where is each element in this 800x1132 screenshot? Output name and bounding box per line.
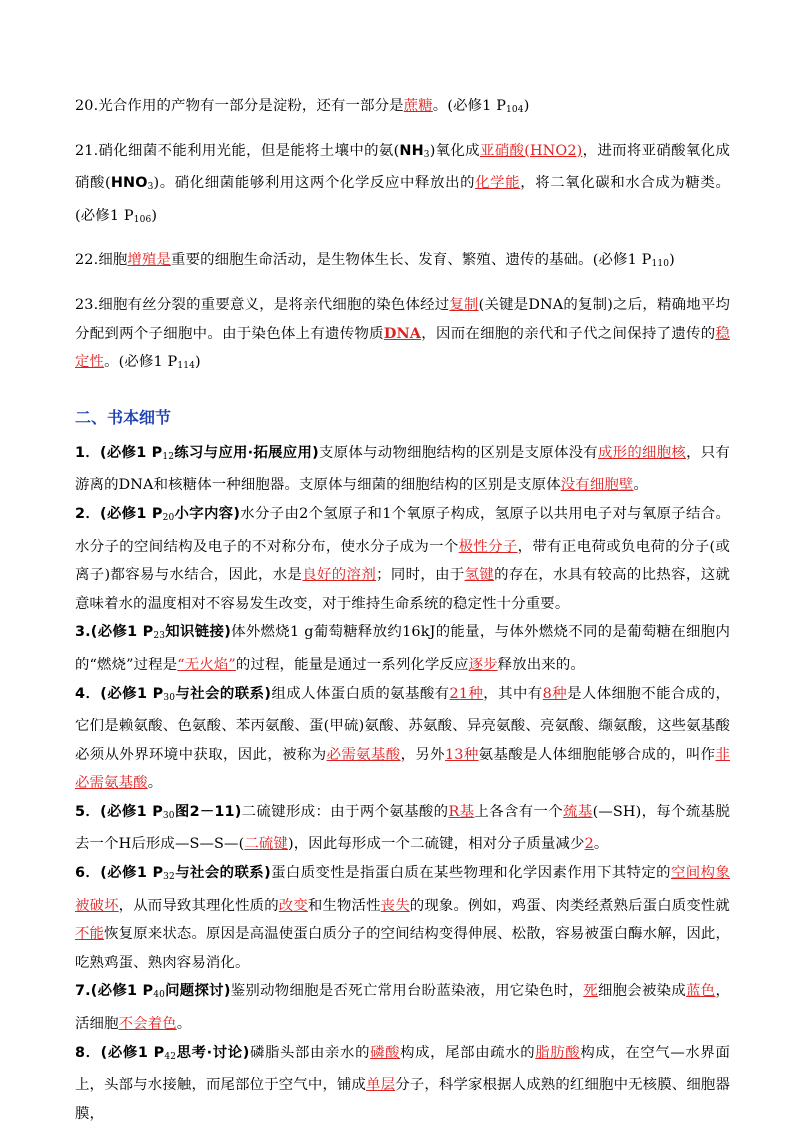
answer-fill: 极性分子 [458, 538, 518, 555]
answer-fill: 蔗糖 [403, 98, 433, 114]
reference-label: 6．(必修1 P [75, 865, 164, 882]
text-run: ，其中有 [483, 685, 543, 702]
answer-fill: DNA [383, 324, 422, 342]
text-run: 。 [176, 1016, 192, 1033]
text-run: 水分子由2个氢原子和1个氧原子构成，氢原子以共用电子对与氧原子结合。水分子的空间结构及电子的不对称分布，使水分子成为一个 [75, 505, 730, 555]
reference-label: 3.(必修1 P [75, 624, 154, 641]
text-run: 的过程，能量是通过一系列化学反应 [235, 656, 469, 673]
text-run: ；同时，由于 [376, 567, 465, 584]
answer-fill: R基 [448, 803, 475, 820]
page-subscript: 32 [163, 872, 175, 883]
reference-label: 与社会的联系) [175, 685, 272, 702]
answer-fill: 死 [583, 983, 598, 1000]
page-subscript: 30 [162, 810, 175, 821]
text-run: ，活细胞 [75, 983, 730, 1033]
answer-fill: 成形的细胞核 [598, 444, 687, 461]
text-run: ) [194, 354, 201, 371]
text-run: 。 [593, 836, 609, 853]
paragraph-p21 [75, 137, 730, 235]
answer-fill: 蓝色 [686, 983, 716, 1000]
text-run: (—SH)，每个巯基脱去一个H后形成—S—S—( [75, 803, 730, 853]
answer-fill: 稳定性 [75, 325, 730, 371]
text-run: ，只有游离的DNA和核糖体一种细胞器。支原体与细菌的细胞结构的区别是支原体 [75, 444, 730, 494]
text-run: )氧化成 [429, 142, 480, 159]
reference-label: 思考·讨论) [176, 1044, 250, 1061]
paragraph-q3 [75, 618, 730, 679]
page-subscript: 20 [162, 512, 175, 523]
answer-fill: 改变 [278, 897, 308, 914]
paragraph-p20 [75, 92, 730, 125]
text-run: 的存在，水具有较高的比热容，这就意味着水的温度相对不容易发生改变，对于维持生命系统的稳定性十分重要。 [75, 567, 730, 612]
paragraph-q5 [75, 798, 730, 859]
text-run: ) [523, 98, 530, 114]
paragraph-q6 [75, 859, 730, 977]
answer-fill: 8种 [542, 685, 568, 702]
answer-fill: 空间构象被破坏 [75, 865, 730, 914]
page-subscript: 3 [147, 182, 154, 193]
text-run: 蛋白质变性是指蛋白质在某些物理和化学因素作用下其特定的 [270, 865, 671, 882]
text-run: 20.光合作用的产物有一部分是淀粉，还有一部分是 [75, 98, 404, 114]
text-run: 支原体与动物细胞结构的区别是支原体没有 [318, 444, 598, 461]
section-heading: 二、书本细节 [75, 407, 172, 427]
paragraph-p23 [75, 291, 730, 381]
reference-label: 8．(必修1 P [75, 1044, 165, 1061]
text-run: 和生物活性 [307, 897, 381, 914]
page-subscript: 110 [651, 259, 670, 270]
text-run: ，带有正电荷或负电荷的分子(或离子)都容易与水结合，因此，水是 [75, 538, 731, 584]
reference-label: 问题探讨) [164, 983, 231, 1000]
answer-fill: 亚硝酸(HNO2) [479, 142, 583, 159]
paragraph-p22 [75, 246, 730, 279]
reference-label: 1．(必修1 P [75, 444, 163, 461]
reference-label: 2．(必修1 P [75, 505, 163, 522]
text-run: ，另外 [400, 746, 445, 763]
page-subscript: 104 [506, 105, 524, 115]
text-run: ) [151, 207, 158, 224]
text-run: ) [669, 252, 675, 269]
reference-label: NH [399, 142, 424, 159]
answer-fill: 13种 [444, 746, 479, 763]
text-run: ，因而在细胞的亲代和子代之间保持了遗传的 [421, 325, 716, 342]
text-run: 重要的细胞生命活动，是生物体生长、发育、繁殖、遗传的基础。(必修1 P [171, 252, 652, 269]
answer-fill: 氢键 [464, 567, 495, 584]
reference-label: 知识链接) [165, 624, 231, 641]
answer-fill: 丧失 [380, 897, 410, 914]
page-subscript: 30 [163, 692, 176, 703]
text-run: 的现象。例如，鸡蛋、肉类经煮熟后蛋白质变性就 [409, 897, 730, 914]
page-subscript: 106 [133, 214, 152, 225]
reference-label: 4．(必修1 P [75, 685, 164, 702]
text-run: 。(必修1 P [432, 98, 507, 114]
answer-fill: “无火焰” [177, 656, 236, 673]
text-run: 体外燃烧1 g葡萄糖释放约16kJ的能量，与体外燃烧不同的是葡萄糖在细胞内的“燃烧”过程是 [75, 624, 731, 673]
answer-fill: 化学能 [475, 175, 521, 192]
text-run: 细胞会被染成 [597, 983, 687, 1000]
reference-label: 小字内容) [174, 505, 241, 522]
page-subscript: 3 [423, 149, 430, 160]
answer-fill: 脂肪酸 [535, 1044, 581, 1061]
text-run: ，将二氧化碳和水合成为糖类。(必修1 P [75, 175, 730, 224]
page-subscript: 114 [177, 361, 195, 372]
text-run: 鉴别动物细胞是否死亡常用台盼蓝染液，用它染色时， [230, 983, 584, 1000]
text-run: 构成，尾部由疏水的 [400, 1044, 536, 1061]
answer-fill: 没有细胞壁 [560, 477, 634, 494]
answer-fill: 巯基 [563, 803, 593, 820]
text-run: ，进而将亚硝酸氧化成硝酸( [75, 142, 730, 192]
reference-label: 7.(必修1 P [75, 983, 154, 1000]
text-run: 氨基酸是人体细胞能够合成的，叫作 [478, 746, 716, 763]
text-run: 。 [147, 775, 163, 792]
reference-label: 图2－11) [174, 803, 242, 820]
text-run: 分子，科学家根据人成熟的红细胞中无核膜、细胞器膜， [75, 1077, 730, 1122]
answer-fill: 复制 [449, 296, 479, 313]
answer-fill: 非必需氨基酸 [75, 746, 730, 792]
answer-fill: 增殖是 [127, 252, 172, 269]
document-page [75, 92, 730, 1128]
text-run: (关键是DNA的复制)之后，精确地平均分配到两个子细胞中。由于染色体上有遗传物质 [75, 296, 730, 342]
text-run: 磷脂头部由亲水的 [249, 1044, 371, 1061]
text-run: 恢复原来状态。原因是高温使蛋白质分子的空间结构变得伸展、松散，容易被蛋白酶水解，因此，吃熟鸡蛋、熟肉容易消化。 [75, 926, 731, 971]
answer-fill: 磷酸 [370, 1044, 401, 1061]
answer-fill: 单层 [366, 1077, 396, 1094]
paragraph-q8 [75, 1039, 730, 1129]
paragraph-q7 [75, 977, 730, 1038]
answer-fill: 必需氨基酸 [326, 746, 401, 763]
text-run: 释放出来的。 [497, 656, 585, 673]
answer-fill: 逐步 [468, 656, 498, 673]
reference-label: 练习与应用·拓展应用) [174, 444, 319, 461]
text-run: 二硫键形成：由于两个氨基酸的 [241, 803, 449, 820]
answer-fill: 不会着色 [118, 1016, 177, 1033]
paragraph-q1 [75, 439, 730, 500]
text-run: ，从而导致其理化性质的 [118, 897, 279, 914]
text-run: 构成，在空气—水界面上，头部与水接触，而尾部位于空气中，铺成 [75, 1044, 730, 1094]
text-run: 22.细胞 [75, 252, 128, 269]
reference-label: 与社会的联系) [174, 865, 271, 882]
paragraph-q4 [75, 680, 730, 798]
text-run: 。 [633, 477, 648, 494]
reference-label: 5．(必修1 P [75, 803, 163, 820]
page-subscript: 40 [153, 990, 165, 1001]
answer-fill: 不能 [75, 926, 105, 943]
text-run: 。(必修1 P [104, 354, 178, 371]
text-run: )。硝化细菌能够利用这两个化学反应中释放出的 [153, 175, 476, 192]
text-run: 21.硝化细菌不能利用光能，但是能将土壤中的氨( [75, 142, 400, 159]
page-subscript: 42 [164, 1051, 177, 1062]
text-run: )，因此每形成一个二硫键，相对分子质量减少 [287, 836, 585, 853]
answer-fill: 二硫键 [244, 836, 288, 853]
page-subscript: 23 [153, 631, 166, 642]
numbered-facts-list [75, 92, 730, 381]
text-run: 是人体细胞不能合成的，它们是赖氨酸、色氨酸、苯丙氨酸、蛋(甲硫)氨酸、苏氨酸、异亮氨酸、亮氨酸、缬氨酸，这些氨基酸必须从外界环境中获取，因此，被称为 [75, 685, 730, 763]
textbook-details-list [75, 439, 730, 1129]
reference-label: HNO [110, 175, 148, 192]
text-run: 组成人体蛋白质的氨基酸有 [271, 685, 450, 702]
text-run: 23.细胞有丝分裂的重要意义，是将亲代细胞的染色体经过 [75, 296, 450, 313]
answer-fill: 2 [584, 836, 594, 853]
text-run: 上各含有一个 [474, 803, 564, 820]
answer-fill: 21种 [449, 685, 484, 702]
answer-fill: 良好的溶剂 [302, 567, 377, 584]
page-subscript: 12 [162, 451, 175, 462]
paragraph-q2 [75, 500, 730, 618]
